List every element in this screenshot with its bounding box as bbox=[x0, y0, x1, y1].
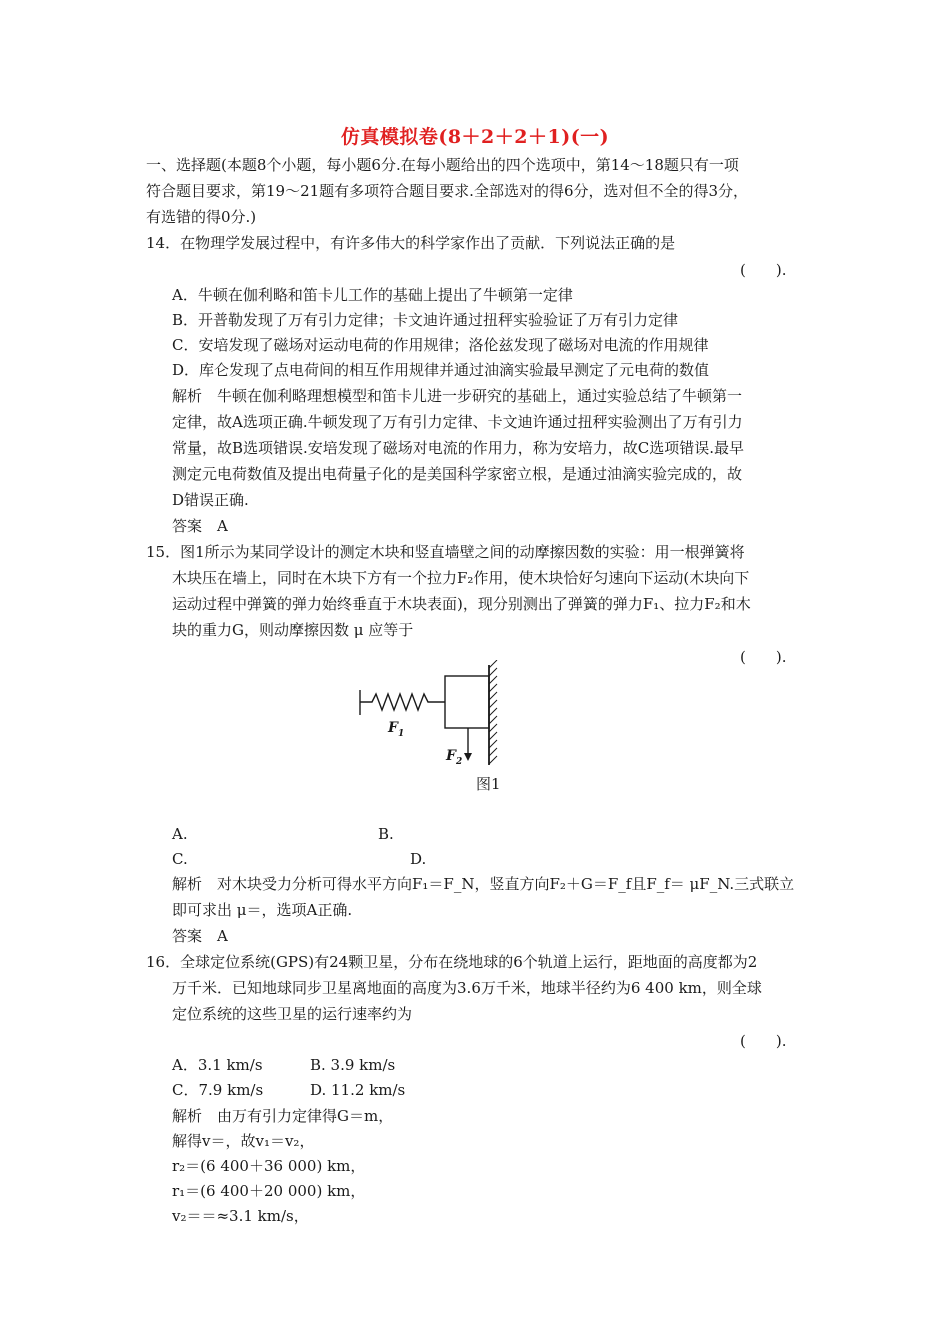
q16-stem-1: 16．全球定位系统(GPS)有24颗卫星，分布在绕地球的6个轨道上运行，距地面的高度都为2 bbox=[146, 953, 758, 971]
label-f2: $F_2$ bbox=[446, 748, 463, 767]
q15-option-b: B. bbox=[378, 825, 394, 843]
intro-line-2: 符合题目要求，第19～21题有多项符合题目要求.全部选对的得6分，选对但不全的得3分， bbox=[146, 182, 749, 200]
figure-1-spring-block-wall bbox=[350, 660, 520, 775]
q14-option-b: B．开普勒发现了万有引力定律；卡文迪许通过扭秤实验验证了万有引力定律 bbox=[172, 311, 679, 329]
q15-option-c: C. bbox=[172, 850, 188, 868]
q16-analysis-3: r₂＝(6 400＋36 000) km， bbox=[172, 1157, 366, 1175]
q15-option-a: A. bbox=[172, 825, 188, 843]
page-title: 仿真模拟卷(8＋2＋2＋1)(一) bbox=[340, 126, 610, 148]
intro-line-1: 一、选择题(本题8个小题，每小题6分.在每小题给出的四个选项中，第14～18题只有一项 bbox=[146, 156, 739, 174]
wall-hatching bbox=[489, 660, 497, 764]
q16-stem-2: 万千米．已知地球同步卫星离地面的高度为3.6万千米，地球半径约为6 400 km，则全球 bbox=[172, 979, 762, 997]
q16-analysis-4: r₁＝(6 400＋20 000) km， bbox=[172, 1182, 366, 1200]
q14-option-a: A．牛顿在伽利略和笛卡儿工作的基础上提出了牛顿第一定律 bbox=[172, 286, 573, 304]
q15-option-d: D. bbox=[410, 850, 427, 868]
q15-stem-3: 运动过程中弹簧的弹力始终垂直于木块表面)，现分别测出了弹簧的弹力F₁、拉力F₂和木 bbox=[172, 595, 751, 613]
q16-stem-3: 定位系统的这些卫星的运行速率约为 bbox=[172, 1005, 413, 1023]
label-f1: $F_1$ bbox=[388, 720, 405, 739]
q15-stem-4: 块的重力G，则动摩擦因数 μ 应等于 bbox=[172, 621, 414, 639]
q14-analysis-4: 测定元电荷数值及提出电荷量子化的是美国科学家密立根，是通过油滴实验完成的，故 bbox=[172, 465, 743, 483]
q16-answer-blank: ( ). bbox=[740, 1032, 787, 1050]
q14-analysis-2: 定律，故A选项正确.牛顿发现了万有引力定律、卡文迪许通过扭秤实验测出了万有引力 bbox=[172, 413, 743, 431]
q14-option-d: D．库仑发现了点电荷间的相互作用规律并通过油滴实验最早测定了元电荷的数值 bbox=[172, 361, 710, 379]
arrow-head bbox=[464, 753, 472, 761]
q14-answer-blank: ( ). bbox=[740, 261, 787, 279]
spring bbox=[360, 694, 445, 710]
q16-analysis-2: 解得v＝，故v₁＝v₂， bbox=[172, 1132, 315, 1150]
q16-analysis-5: v₂＝＝≈3.1 km/s， bbox=[172, 1207, 309, 1225]
q14-option-c: C．安培发现了磁场对运动电荷的作用规律；洛伦兹发现了磁场对电流的作用规律 bbox=[172, 336, 709, 354]
q15-answer: 答案 A bbox=[172, 927, 228, 945]
q14-analysis-3: 常量，故B选项错误.安培发现了磁场对电流的作用力，称为安培力，故C选项错误.最早 bbox=[172, 439, 745, 457]
q16-option-d: D. 11.2 km/s bbox=[310, 1081, 406, 1099]
figure-1-caption: 图1 bbox=[476, 775, 501, 793]
q15-analysis-2: 即可求出 μ＝，选项A正确. bbox=[172, 901, 353, 919]
wooden-block bbox=[445, 676, 489, 728]
intro-line-3: 有选错的得0分.) bbox=[146, 208, 257, 226]
q15-analysis-1: 解析 对木块受力分析可得水平方向F₁＝F_N，竖直方向F₂＋G＝F_f且F_f＝ μF_N.三式联立 bbox=[172, 875, 795, 893]
q14-stem: 14．在物理学发展过程中，有许多伟大的科学家作出了贡献．下列说法正确的是 bbox=[146, 234, 676, 252]
q16-option-a: A．3.1 km/s bbox=[172, 1056, 263, 1074]
q15-answer-blank: ( ). bbox=[740, 648, 787, 666]
q15-stem-2: 木块压在墙上，同时在木块下方有一个拉力F₂作用，使木块恰好匀速向下运动(木块向下 bbox=[172, 569, 750, 587]
q16-option-b: B. 3.9 km/s bbox=[310, 1056, 396, 1074]
q16-analysis-1: 解析 由万有引力定律得G＝m， bbox=[172, 1107, 394, 1125]
q14-analysis-1: 解析 牛顿在伽利略理想模型和笛卡儿进一步研究的基础上，通过实验总结了牛顿第一 bbox=[172, 387, 743, 405]
q15-stem-1: 15．图1所示为某同学设计的测定木块和竖直墙壁之间的动摩擦因数的实验：用一根弹簧将 bbox=[146, 543, 745, 561]
q14-analysis-5: D错误正确. bbox=[172, 491, 249, 509]
q14-answer: 答案 A bbox=[172, 517, 228, 535]
q16-option-c: C．7.9 km/s bbox=[172, 1081, 264, 1099]
